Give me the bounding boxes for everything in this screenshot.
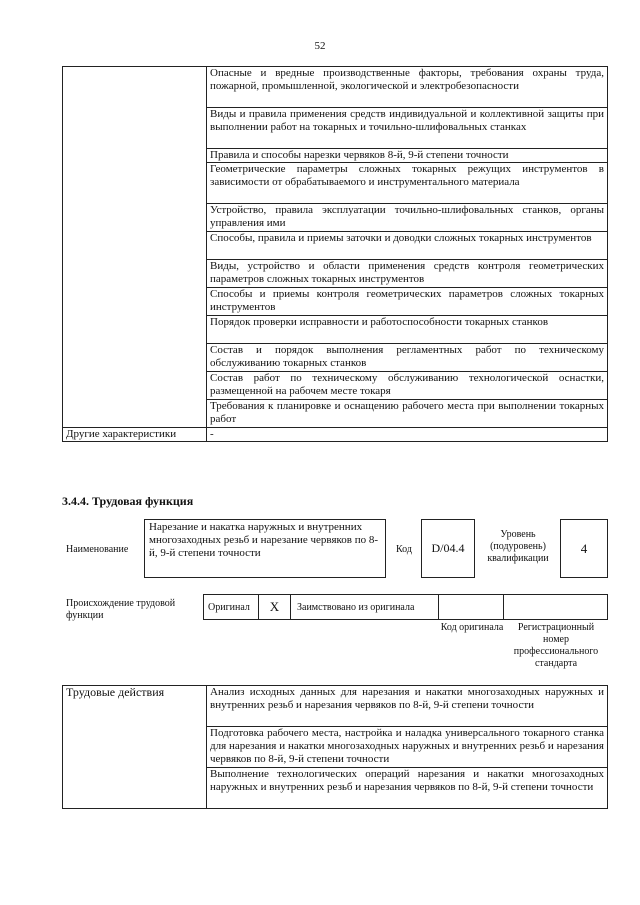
requirement-item: Требования к планировке и оснащению рабочего места при выполнении токарных работ [207,400,608,428]
page-number: 52 [314,40,326,52]
code-label: Код [396,544,412,555]
original-mark: X [269,599,280,614]
original-cell [203,594,259,620]
qualification-level: 4 [560,519,608,578]
requirement-item: Устройство, правила эксплуатации точильно-шлифовальных станков, органы управления ими [207,204,608,232]
labor-action-item: Подготовка рабочего места, настройка и наладка универсального токарного станка для нарезания и накатки многозаходных наружных и внутренних резьб и нарезания червяков по 8-й, 9-й степени точности [207,727,608,768]
knowledge-table [62,66,608,442]
labor-action-item: Анализ исходных данных для нарезания и накатки многозаходных наружных и внутренних резьб и нарезания червяков по 8-й, 9-й степени точности [207,686,608,727]
registration-number-cell [503,594,608,620]
labor-actions-label: Трудовые действия [63,686,207,809]
borrowed-label: Заимствовано из оригинала [297,601,415,613]
other-characteristics-value: - [207,428,608,442]
requirement-item: Способы, правила и приемы заточки и доводки сложных токарных инструментов [207,232,608,260]
labor-actions-table [62,685,608,809]
registration-caption: Регистрационный номер профессионального стандарта [513,622,599,669]
requirement-item: Виды, устройство и области применения средств контроля геометрических параметров сложных токарных инструментов [207,260,608,288]
original-code-cell [438,594,504,620]
origin-row [203,594,608,620]
other-characteristics-label: Другие характеристики [63,428,207,442]
requirement-item: Геометрические параметры сложных токарных режущих инструментов в зависимости от обрабатываемого и инструментального материала [207,163,608,204]
original-mark-cell [258,594,291,620]
requirement-item: Опасные и вредные производственные факторы, требования охраны труда, пожарной, промышленной, экологической и электробезопасности [207,67,608,108]
name-label: Наименование [66,544,129,555]
requirement-item: Порядок проверки исправности и работоспособности токарных станков [207,316,608,344]
original-label: Оригинал [208,601,250,613]
requirement-item: Правила и способы нарезки червяков 8-й, 9-й степени точности [207,149,608,163]
code-caption: Код оригинала [440,622,504,633]
knowledge-label-cell [63,67,207,428]
level-label: Уровень (подуровень) квалификации [487,529,549,564]
requirement-item: Виды и правила применения средств индивидуальной и коллективной защиты при выполнении работ на токарных и точильно-шлифовальных станках [207,108,608,149]
requirement-item: Состав и порядок выполнения регламентных работ по техническому обслуживанию токарных станков [207,344,608,372]
borrowed-cell [290,594,439,620]
labor-action-item: Выполнение технологических операций нарезания и накатки многозаходных наружных и внутренних резьб и нарезания червяков по 8-й, 9-й степени точности [207,768,608,809]
function-heading: 3.4.4. Трудовая функция [62,494,194,508]
origin-label: Происхождение трудовой функции [66,598,176,621]
function-name: Нарезание и накатка наружных и внутренних многозаходных резьб и нарезание червяков по 8-й, 9-й степени точности [144,519,386,578]
requirement-item: Состав работ по техническому обслуживанию технологической оснастки, размещенной на рабочем месте токаря [207,372,608,400]
function-code: D/04.4 [421,519,475,578]
requirement-item: Способы и приемы контроля геометрических параметров сложных токарных инструментов [207,288,608,316]
